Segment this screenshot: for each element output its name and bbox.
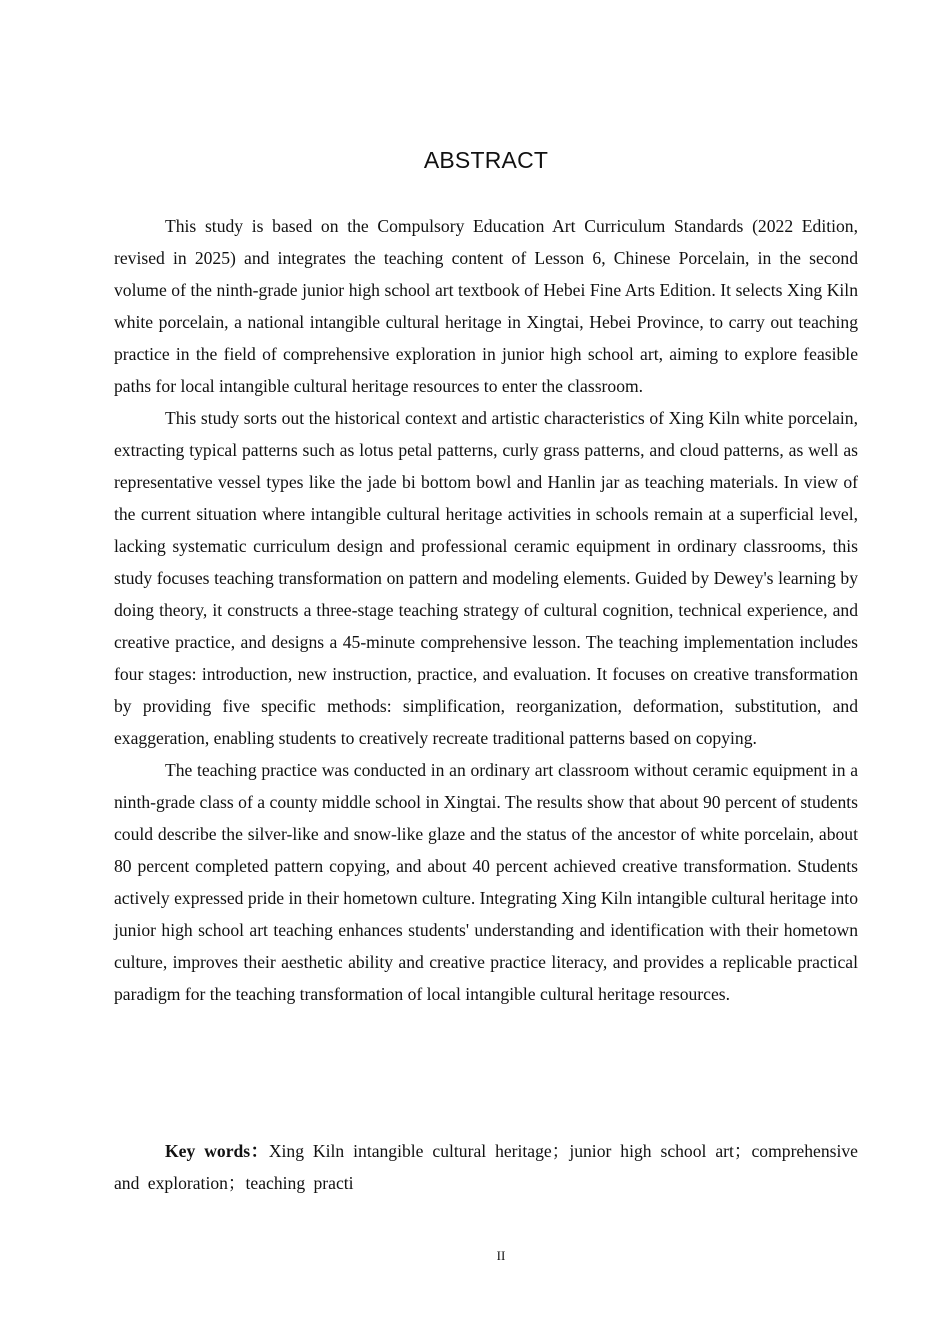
keywords-label: Key words： xyxy=(165,1141,269,1161)
abstract-body xyxy=(114,210,858,1010)
page-number: II xyxy=(496,1248,506,1263)
abstract-paragraph-1: This study is based on the Compulsory Education Art Curriculum Standards (2022 Edition, revised in 2025) and integrates the teaching content of Lesson 6, Chinese Porcelain, in the second volume of the ninth-grade junior high school art textbook of Hebei Fine Arts Edition. It selects Xing Kiln white porcelain, a national intangible cultural heritage in Xingtai, Hebei Province, to carry out teaching practice in the field of comprehensive exploration in junior high school art, aiming to explore feasible paths for local intangible cultural heritage resources to enter the classroom. xyxy=(114,216,858,396)
abstract-title: ABSTRACT xyxy=(423,147,549,173)
keywords-text: Xing Kiln intangible cultural heritage；junior high school art；comprehensive and exploration；teaching practi xyxy=(114,1141,858,1193)
abstract-paragraph-2: This study sorts out the historical context and artistic characteristics of Xing Kiln white porcelain, extracting typical patterns such as lotus petal patterns, curly grass patterns, and cloud patterns, as well as representative vessel types like the jade bi bottom bowl and Hanlin jar as teaching materials. In view of the current situation where intangible cultural heritage activities in schools remain at a superficial level, lacking systematic curriculum design and professional ceramic equipment in ordinary classrooms, this study focuses teaching transformation on pattern and modeling elements. Guided by Dewey's learning by doing theory, it constructs a three-stage teaching strategy of cultural cognition, technical experience, and creative practice, and designs a 45-minute comprehensive lesson. The teaching implementation includes four stages: introduction, new instruction, practice, and evaluation. It focuses on creative transformation by providing five specific methods: simplification, reorganization, deformation, substitution, and exaggeration, enabling students to creatively recreate traditional patterns based on copying. xyxy=(114,408,858,748)
abstract-paragraph-3: The teaching practice was conducted in an ordinary art classroom without ceramic equipment in a ninth-grade class of a county middle school in Xingtai. The results show that about 90 percent of students could describe the silver-like and snow-like glaze and the status of the ancestor of white porcelain, about 80 percent completed pattern copying, and about 40 percent achieved creative transformation. Students actively expressed pride in their hometown culture. Integrating Xing Kiln intangible cultural heritage into junior high school art teaching enhances students' understanding and identification with their hometown culture, improves their aesthetic ability and creative practice literacy, and provides a replicable practical paradigm for the teaching transformation of local intangible cultural heritage resources. xyxy=(114,760,858,1004)
keywords-line xyxy=(114,1135,858,1199)
